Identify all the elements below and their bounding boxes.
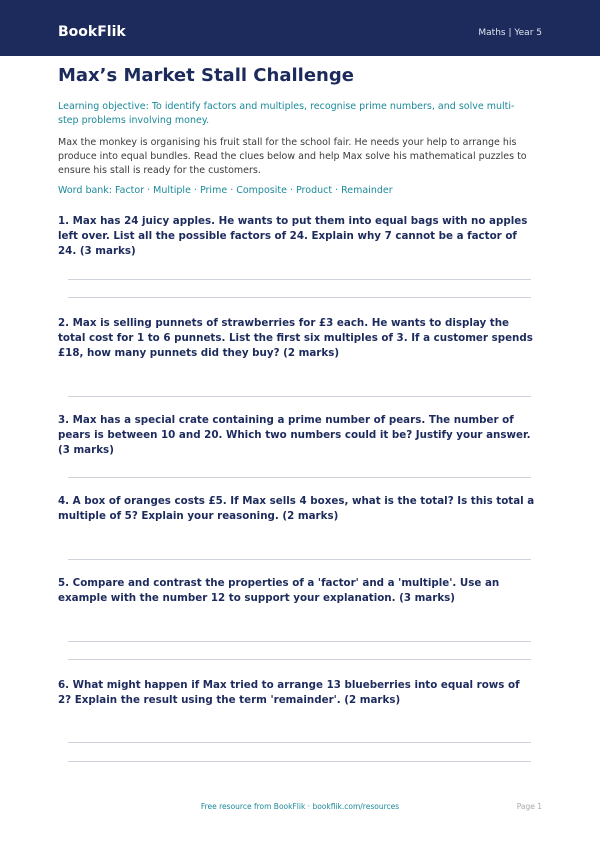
question-4: 4. A box of oranges costs £5. If Max sells 4 boxes, what is the total? Is this total a multiple of 5? Explain your reasoning. (2 marks) [58, 495, 535, 522]
header-bar [0, 0, 600, 56]
brand-logo: BookFlik [58, 24, 126, 40]
answer-line[interactable] [68, 279, 531, 280]
question-3: 3. Max has a special crate containing a prime number of pears. The number of pears is between 10 and 20. Which two numbers could it be? Justify your answer. (3 marks) [58, 414, 531, 456]
answer-line[interactable] [68, 396, 531, 397]
answer-line[interactable] [68, 641, 531, 642]
page-number: Page 1 [516, 802, 542, 811]
word-bank: Word bank: Factor · Multiple · Prime · Composite · Product · Remainder [58, 185, 393, 196]
footer-text: Free resource from BookFlik · bookflik.com/resources [200, 802, 400, 811]
intro-paragraph: Max the monkey is organising his fruit stall for the school fair. He needs your help to arrange his produce into equal bundles. Read the clues below and help Max solve his mathematical puzzles to ensure his stall is ready for the customers. [58, 137, 527, 176]
question-1: 1. Max has 24 juicy apples. He wants to put them into equal bags with no apples left over. List all the possible factors of 24. Explain why 7 cannot be a factor of 24. (3 marks) [58, 215, 528, 257]
answer-line[interactable] [68, 742, 531, 743]
answer-line[interactable] [68, 477, 531, 478]
question-6: 6. What might happen if Max tried to arrange 13 blueberries into equal rows of 2? Explain the result using the term 'remainder'. (2 marks) [58, 679, 520, 706]
question-5: 5. Compare and contrast the properties of a 'factor' and a 'multiple'. Use an example with the number 12 to support your explanation. (3 marks) [58, 577, 500, 604]
answer-line[interactable] [68, 659, 531, 660]
answer-line[interactable] [68, 559, 531, 560]
subject-label: Maths | Year 5 [478, 28, 542, 38]
question-2: 2. Max is selling punnets of strawberries for £3 each. He wants to display the total cost for 1 to 6 punnets. List the first six multiples of 3. If a customer spends £18, how many punnets did they buy? (2 marks) [58, 317, 533, 359]
answer-line[interactable] [68, 297, 531, 298]
learning-objective: Learning objective: To identify factors and multiples, recognise prime numbers, and solve multi-step problems involving money. [58, 101, 515, 126]
answer-line[interactable] [68, 761, 531, 762]
page-title: Max’s Market Stall Challenge [58, 65, 354, 86]
